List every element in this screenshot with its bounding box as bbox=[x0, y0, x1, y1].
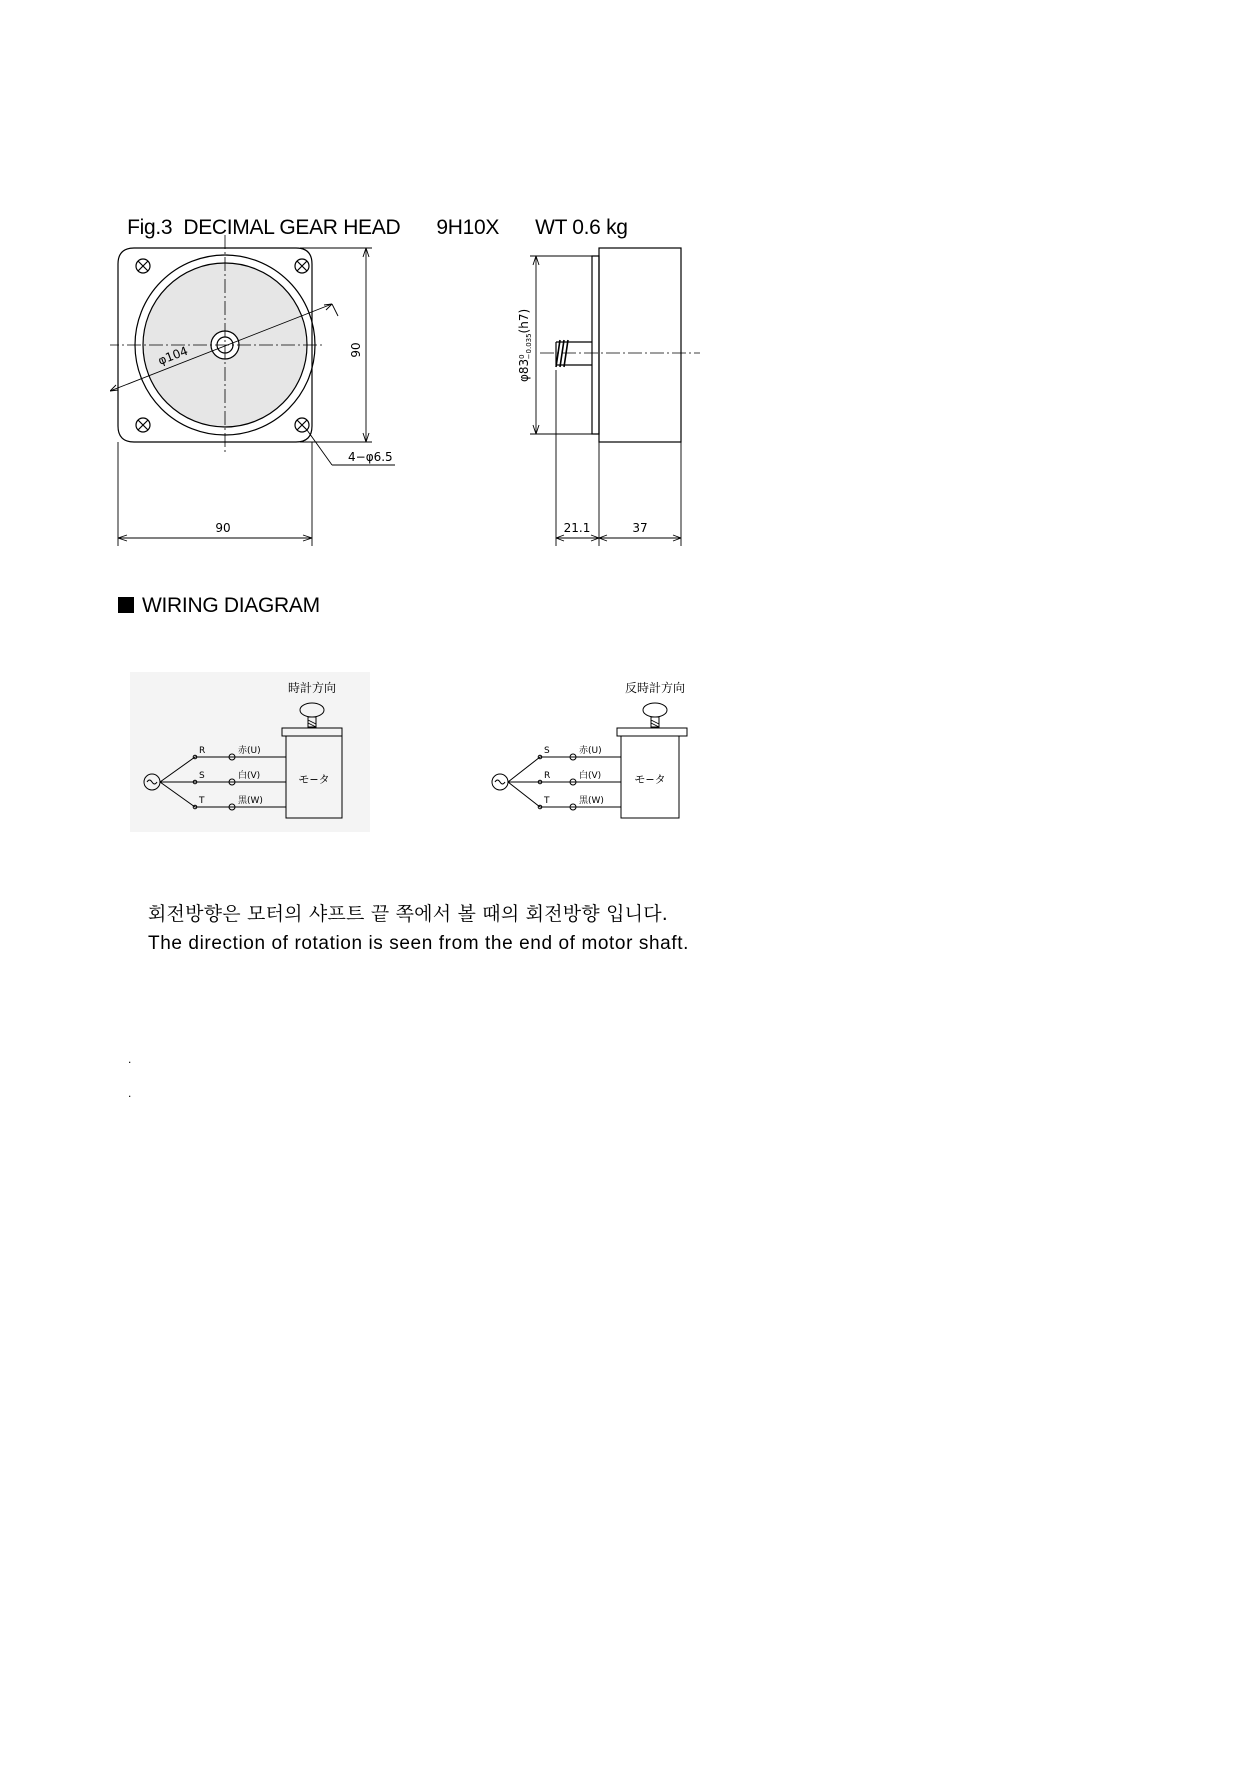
shaft-diameter-label bbox=[517, 309, 533, 382]
square-bullet-icon bbox=[118, 597, 134, 613]
ccw-terminal-s: S bbox=[544, 746, 550, 756]
ccw-terminal-t: T bbox=[544, 796, 550, 806]
wiring-diagram-ccw bbox=[480, 672, 720, 832]
width-dimension-label: 90 bbox=[215, 521, 231, 535]
dimension-21-1: 21.1 bbox=[563, 521, 591, 535]
ccw-terminal-r: R bbox=[544, 771, 551, 781]
rotation-note-korean: 회전방향은 모터의 샤프트 끝 쪽에서 볼 때의 회전방향 입니다. bbox=[148, 903, 669, 925]
dimension-37: 37 bbox=[632, 521, 648, 535]
ccw-wire-w: 黒(W) bbox=[579, 796, 604, 806]
ccw-motor-label: モ−タ bbox=[634, 773, 666, 786]
wiring-diagram-cw bbox=[130, 672, 370, 832]
model-number: 9H10X bbox=[436, 216, 500, 239]
stray-dot-2: . bbox=[128, 1086, 132, 1100]
svg-text:φ830−0.035(h7): $\varphi 83^0-0.035(h7)$ bbox=[517, 308, 533, 382]
weight-label: WT 0.6 kg bbox=[535, 216, 628, 239]
pilot-flange bbox=[592, 256, 599, 434]
cw-direction-label: 時計方向 bbox=[287, 681, 337, 695]
ccw-wire-u: 赤(U) bbox=[579, 746, 602, 756]
diameter-label: φ104 bbox=[156, 343, 190, 368]
wiring-heading-text: WIRING DIAGRAM bbox=[142, 594, 320, 617]
hole-dimension-label: 4−φ6.5 bbox=[348, 450, 393, 464]
cw-motor-label: モ−タ bbox=[298, 773, 330, 786]
wiring-heading bbox=[118, 594, 320, 618]
side-view-drawing bbox=[500, 230, 710, 550]
cw-wire-u: 赤(U) bbox=[238, 746, 261, 756]
stray-dot-1: . bbox=[128, 1052, 132, 1066]
ccw-wire-v: 白(V) bbox=[579, 771, 602, 781]
cw-terminal-s: S bbox=[199, 771, 205, 781]
ccw-direction-label: 反時計方向 bbox=[624, 681, 686, 695]
cw-terminal-t: T bbox=[199, 796, 205, 806]
figure-label: Fig.3 DECIMAL GEAR HEAD bbox=[127, 216, 401, 239]
cw-wire-w: 黒(W) bbox=[238, 796, 263, 806]
height-dimension-label: 90 bbox=[349, 342, 363, 358]
gearhead-body bbox=[599, 248, 681, 442]
cw-terminal-r: R bbox=[199, 746, 206, 756]
rotation-note-english: The direction of rotation is seen from the end of motor shaft. bbox=[148, 933, 689, 954]
cw-wire-v: 白(V) bbox=[238, 771, 261, 781]
front-view-drawing bbox=[110, 230, 410, 550]
